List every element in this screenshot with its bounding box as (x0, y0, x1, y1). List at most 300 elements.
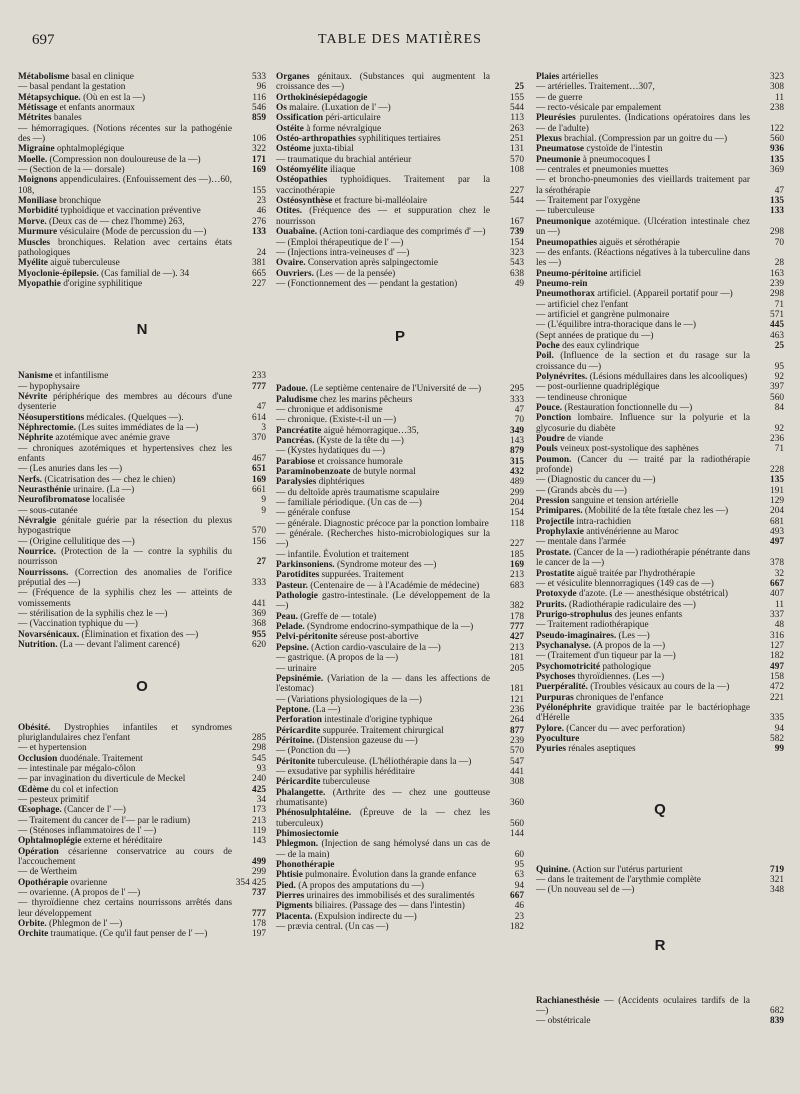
index-entry (276, 426, 524, 436)
entry-text (276, 155, 411, 165)
index-entry (536, 734, 784, 744)
entry-page-ref: 92 (774, 423, 784, 434)
entry-page-ref: 493 (770, 527, 784, 538)
entry-text (276, 426, 419, 436)
index-entry (536, 155, 784, 165)
entry-text (276, 901, 465, 911)
entry-text (276, 829, 338, 839)
entry-headword: Prophylaxie (536, 527, 584, 538)
index-entry (276, 134, 524, 144)
index-entry (536, 279, 784, 289)
entry-description: — exsudative par syphilis héréditaire (276, 766, 415, 777)
entry-text (536, 165, 668, 175)
index-entry (18, 382, 266, 392)
entry-page-ref: 879 (510, 446, 524, 457)
entry-headword: Purpuras (536, 692, 574, 703)
entry-description: basal en clinique (69, 72, 134, 82)
entry-description: et croissance humorale (315, 456, 403, 467)
entry-page-ref: 348 (770, 885, 784, 896)
entry-description: — hémorragiques. (Notions récentes sur la pathogénie des —) (18, 123, 232, 145)
entry-page-ref: 441 (252, 598, 266, 609)
entry-page-ref: 213 (510, 642, 524, 653)
index-entry (536, 300, 784, 310)
index-entry (536, 682, 784, 692)
entry-description: biliaires. (Passage des — dans l'intestin) (312, 901, 465, 912)
entry-text (18, 619, 138, 629)
section-letter: N (136, 321, 148, 339)
index-entry (536, 620, 784, 630)
entry-page-ref: 560 (510, 818, 524, 829)
entry-text (536, 175, 750, 195)
index-entry (276, 279, 524, 289)
entry-page-ref: 94 (514, 880, 524, 891)
entry-description: Conservation après salpingectomie (305, 258, 438, 269)
entry-page-ref: 205 (510, 663, 524, 674)
entry-description: — mentale dans l'armée (536, 537, 626, 548)
entry-text (18, 836, 162, 846)
index-column-2 (276, 72, 524, 932)
entry-description: et infantilisme (52, 371, 109, 382)
entry-page-ref: 683 (510, 580, 524, 591)
index-entry (18, 774, 266, 784)
entry-text (276, 643, 441, 653)
entry-headword: Psychanalyse. (536, 640, 592, 651)
index-entry (276, 777, 524, 787)
index-entry (18, 723, 266, 744)
entry-page-ref: 143 (252, 836, 266, 847)
entry-description: — générale. (Recherches histo-microbiologiques sur la —) (276, 529, 490, 550)
entry-description: — (Kystes hydatiques du —) (276, 446, 385, 457)
entry-text (276, 508, 350, 518)
entry-page-ref: 127 (770, 640, 784, 651)
entry-description: — (Emploi thérapeutique de l' —) (276, 237, 404, 248)
entry-page-ref: 547 (510, 756, 524, 767)
entry-text (276, 529, 490, 549)
entry-page-ref: 227 (510, 539, 524, 550)
entry-text (18, 547, 232, 567)
entry-text (276, 767, 415, 777)
entry-text (276, 808, 490, 828)
entry-page-ref: 24 (256, 247, 266, 258)
index-entry (276, 488, 524, 498)
entry-page-ref: 34 (256, 794, 266, 805)
entry-page-ref: 381 (252, 258, 266, 269)
entry-description: externe et héréditaire (81, 836, 163, 847)
entry-text (276, 695, 422, 705)
entry-headword: Nourrissons. (18, 567, 69, 578)
entry-text (276, 488, 439, 498)
entry-page-ref: 3 (261, 422, 266, 433)
entry-description: aiguë tuberculeuse (47, 258, 120, 269)
index-entry (276, 643, 524, 653)
entry-page-ref: 47 (256, 402, 266, 413)
entry-text (18, 630, 198, 640)
index-entry (276, 384, 524, 394)
index-entry (276, 165, 524, 175)
entry-page-ref: 298 (770, 289, 784, 300)
entry-description: séreuse post-abortive (337, 632, 419, 643)
entry-text (536, 537, 626, 547)
entry-text (18, 475, 175, 485)
entry-headword: Psychoses (536, 671, 576, 682)
entry-page-ref: 719 (770, 864, 784, 875)
entry-text (18, 196, 101, 206)
entry-text (18, 82, 125, 92)
entry-text (536, 569, 695, 579)
index-entry (536, 589, 784, 599)
index-entry (536, 875, 784, 885)
entry-page-ref: 94 (774, 723, 784, 734)
index-entry (18, 444, 266, 465)
index-entry (536, 517, 784, 527)
entry-description: (Syndrome moteur des —) (334, 560, 437, 571)
entry-description: (Cancer de la —) radiothérapie pénétrante dans le cancer de la —) (536, 547, 750, 569)
entry-text (276, 238, 403, 248)
entry-description: (Les suites immédiates de la —) (75, 422, 199, 433)
entry-page-ref: 545 (252, 753, 266, 764)
entry-text (536, 93, 582, 103)
entry-description: — (Variations physiologiques de la —) (276, 694, 422, 705)
index-entry (276, 238, 524, 248)
entry-description: et fracture bi-malléolaire (332, 196, 428, 207)
entry-page-ref: 133 (770, 206, 784, 217)
entry-headword: Occlusion (18, 753, 58, 764)
entry-text (276, 912, 417, 922)
index-entry (18, 609, 266, 619)
entry-text (276, 467, 416, 477)
index-entry (18, 144, 266, 154)
entry-headword: Pelvi-péritonite (276, 632, 338, 643)
entry-page-ref: 533 (252, 72, 266, 82)
entry-text (536, 351, 750, 371)
entry-page-ref: 240 (252, 774, 266, 785)
index-entry (18, 423, 266, 433)
entry-headword: Parabiose (276, 456, 316, 467)
entry-page-ref: 425 (252, 784, 266, 795)
entry-page-ref: 638 (510, 268, 524, 279)
index-entry (18, 217, 266, 227)
entry-description: — (Origine cellulitique des —) (18, 536, 135, 547)
entry-headword: Ostéite (276, 123, 304, 134)
index-entry (276, 93, 524, 103)
index-entry (536, 144, 784, 154)
entry-headword: Plexus (536, 134, 562, 145)
entry-page-ref: 322 (252, 144, 266, 155)
entry-description: — infantile. Évolution et traitement (276, 549, 409, 560)
entry-description: — de guerre (536, 92, 583, 103)
entry-page-ref: 154 (510, 237, 524, 248)
entry-headword: Ostéosynthèse (276, 196, 333, 207)
entry-page-ref: 839 (770, 1016, 784, 1027)
entry-description: — tuberculeuse (536, 206, 595, 217)
entry-page-ref: 251 (510, 134, 524, 145)
entry-page-ref: 859 (252, 113, 266, 124)
entry-description: (Lésions médullaires dans les alcooliques) (587, 371, 748, 382)
index-entry (18, 279, 266, 289)
entry-text (18, 144, 124, 154)
entry-description: des jeunes enfants (612, 609, 683, 620)
entry-description: artificiel. (Appareil portatif pour —) (594, 289, 733, 300)
entry-page-ref: 333 (510, 394, 524, 405)
entry-page-ref: 99 (774, 744, 784, 755)
entry-text (276, 384, 481, 394)
entry-description: suppurée. Traitement chirurgical (320, 725, 444, 736)
entry-page-ref: 156 (252, 536, 266, 547)
entry-text (18, 537, 135, 547)
entry-page-ref: 221 (770, 692, 784, 703)
entry-text (18, 227, 206, 237)
entry-page-ref: 333 (252, 578, 266, 589)
entry-text (276, 591, 490, 611)
index-entry (536, 996, 784, 1017)
entry-text (536, 196, 640, 206)
entry-page-ref: 295 (510, 384, 524, 395)
entry-description: bronchiques. Relation avec certains états pathologiques (18, 237, 232, 258)
entry-page-ref: 239 (770, 278, 784, 289)
index-entry (276, 196, 524, 206)
entry-description: — (Vaccination typhique du —) (18, 619, 138, 630)
entry-page-ref: 432 (510, 466, 524, 477)
index-entry (18, 568, 266, 589)
entry-page-ref: 46 (256, 206, 266, 217)
index-entry (536, 434, 784, 444)
entry-description: — du deltoïde après traumatisme scapulaire (276, 487, 440, 498)
entry-headword: Pepsinémie. (276, 673, 324, 684)
entry-page-ref: 661 (252, 485, 266, 495)
entry-text (536, 486, 627, 496)
entry-description: tuberculeuse (320, 777, 370, 788)
entry-description: localisée (89, 495, 125, 506)
entry-text (276, 103, 391, 113)
entry-page-ref: 47 (774, 185, 784, 196)
entry-headword: Métissage (18, 103, 58, 114)
entry-description: — artérielles. Traitement…307, (536, 82, 655, 93)
entry-page-ref: 169 (510, 560, 524, 571)
entry-description: iliaque (327, 165, 356, 176)
entry-headword: Projectile (536, 516, 575, 527)
index-entry (276, 395, 524, 405)
entry-text (276, 446, 385, 456)
entry-text (18, 888, 140, 898)
index-entry (536, 238, 784, 248)
entry-description: aiguë traitée par l'hydrothérapie (574, 568, 695, 579)
entry-text (536, 269, 641, 279)
entry-description: (Influence de la section et du rasage sur la croissance du —) (536, 351, 750, 372)
entry-headword: Nutrition. (18, 640, 58, 651)
index-entry (536, 372, 784, 382)
entry-text (536, 865, 683, 875)
entry-text (18, 826, 156, 836)
entry-text (276, 165, 355, 175)
index-entry (276, 405, 524, 415)
entry-text (536, 413, 750, 433)
index-column-3 (536, 72, 784, 1027)
entry-description: — et hypertension (18, 743, 87, 754)
entry-headword: Peau. (276, 611, 298, 622)
index-entry (536, 206, 784, 216)
entry-description: chez les marins pêcheurs (317, 394, 413, 405)
entry-text (18, 382, 80, 392)
entry-page-ref: 233 (252, 371, 266, 382)
entry-headword: Peptone. (276, 704, 311, 715)
entry-headword: Padoue. (276, 384, 308, 395)
entry-page-ref: 49 (514, 278, 524, 289)
entry-headword: Prurits. (536, 599, 567, 610)
entry-page-ref: 144 (510, 829, 524, 839)
entry-text (536, 217, 750, 237)
entry-page-ref: 308 (770, 82, 784, 93)
index-entry (276, 258, 524, 268)
entry-page-ref: 368 (252, 619, 266, 630)
index-entry (276, 591, 524, 612)
index-entry (276, 922, 524, 932)
entry-description: (Le septième centenaire de l'Université de —) (307, 384, 482, 395)
entry-text (536, 631, 650, 641)
entry-text (276, 870, 476, 880)
entry-description: azotémique avec anémie grave (53, 433, 170, 444)
index-entry (276, 736, 524, 746)
index-entry (536, 885, 784, 895)
entry-headword: Pyélonéphrite (536, 702, 592, 713)
entry-headword: Ponction (536, 413, 572, 424)
entry-page-ref: 544 (510, 103, 524, 114)
entry-headword: Perforation (276, 715, 322, 726)
entry-page-ref: 95 (514, 860, 524, 871)
index-entry (536, 703, 784, 724)
entry-text (18, 516, 232, 536)
entry-page-ref: 370 (252, 433, 266, 444)
entry-page-ref: 28 (774, 258, 784, 269)
entry-headword: Orchite (18, 929, 49, 940)
entry-description: (Les —) (616, 630, 650, 641)
index-entry (276, 436, 524, 446)
entry-headword: Myopathie (18, 278, 61, 289)
index-entry (276, 477, 524, 487)
entry-headword: Placenta. (276, 911, 313, 922)
entry-text (276, 258, 438, 268)
entry-description: — (Fonctionnement des — pendant la gestation) (276, 278, 458, 289)
index-entry (18, 413, 266, 423)
index-entry (276, 560, 524, 570)
entry-headword: Paraminobenzoate (276, 466, 351, 477)
entry-description: — (Sténoses inflammatoires de l' —) (18, 825, 157, 836)
index-entry (536, 113, 784, 134)
entry-page-ref: 48 (774, 620, 784, 631)
entry-headword: Ostéomyélite (276, 165, 328, 176)
entry-description: (A propos des amputations du —) (295, 880, 424, 891)
index-entry (536, 610, 784, 620)
entry-description: thyroïdiennes. (Les —) (575, 671, 665, 682)
entry-text (276, 560, 436, 570)
entry-description: lombaire. Influence sur la polyurie et la glycosurie du diabète (536, 413, 750, 434)
entry-text (276, 612, 376, 622)
entry-description: — urinaire (276, 663, 317, 674)
index-entry (18, 196, 266, 206)
entry-text (18, 113, 82, 123)
entry-description: (Mobilité de la tête fœtale chez les —) (582, 506, 729, 517)
entry-page-ref: 472 (770, 682, 784, 693)
entry-description: — (Diagnostic du cancer du —) (536, 475, 656, 486)
entry-text (536, 331, 653, 341)
section-letter: R (654, 936, 666, 954)
entry-description: d'origine syphilitique (60, 278, 143, 289)
entry-page-ref: 369 (770, 165, 784, 176)
entry-text (18, 217, 185, 227)
entry-page-ref: 46 (514, 901, 524, 912)
entry-description: — sous-cutanée (18, 505, 78, 516)
entry-page-ref: 570 (252, 526, 266, 537)
page-header (0, 30, 800, 52)
entry-description: — centrales et pneumonies muettes (536, 165, 669, 176)
entry-text (536, 455, 750, 475)
entry-text (18, 785, 118, 795)
entry-description: médicales. (Quelques —). (84, 412, 184, 423)
entry-text (276, 206, 490, 226)
entry-description: — chronique et addisonisme (276, 404, 383, 415)
entry-page-ref: 182 (770, 651, 784, 662)
index-entry (276, 457, 524, 467)
index-entry (276, 715, 524, 725)
entry-page-ref: 181 (510, 684, 524, 695)
index-entry (536, 631, 784, 641)
entry-text (276, 175, 490, 195)
entry-description: (Action toni-cardiaque des comprimés d' —) (317, 227, 486, 238)
entry-description: (Cancer de l' —) (61, 805, 126, 816)
entry-text (536, 393, 627, 403)
entry-description: purulentes. (Indications opératoires dans les — de l'adulte) (536, 113, 750, 134)
entry-headword: Poudre (536, 434, 565, 445)
entry-page-ref: 681 (770, 516, 784, 527)
entry-page-ref: 323 (510, 247, 524, 258)
entry-description: à forme névralgique (303, 123, 382, 134)
entry-description: juxta-tibial (310, 144, 354, 155)
entry-text (18, 269, 189, 279)
entry-headword: Poumon. (536, 454, 572, 465)
entry-description: — (Accidents oculaires tardifs de la —) (536, 995, 750, 1017)
entry-text (18, 165, 125, 175)
index-entry (276, 653, 524, 663)
entry-headword: Migraine (18, 144, 55, 155)
entry-text (536, 72, 598, 82)
entry-text (18, 93, 145, 103)
entry-text (276, 550, 409, 560)
entry-page-ref: 70 (774, 237, 784, 248)
index-entry (18, 743, 266, 753)
index-entry (536, 651, 784, 661)
entry-description: (Compression non douloureuse de la —) (47, 154, 201, 165)
index-entry (276, 113, 524, 123)
entry-text (536, 155, 650, 165)
entry-text (276, 622, 473, 632)
entry-headword: Paralysies (276, 477, 317, 488)
entry-description: intra-rachidien (574, 516, 632, 527)
entry-text (18, 805, 126, 815)
entry-headword: Nourrice. (18, 547, 56, 558)
entry-headword: Pouls (536, 444, 558, 455)
entry-description: d'azote. (Le — anesthésique obstétrical) (576, 589, 729, 600)
index-entry (536, 320, 784, 330)
index-entry (536, 569, 784, 579)
entry-text (536, 651, 676, 661)
entry-description: traumatique. (Ce qu'il faut penser de l' —) (48, 929, 208, 940)
entry-headword: Prurigo-strophulus (536, 609, 613, 620)
entry-page-ref: 546 (252, 103, 266, 114)
index-entry (536, 393, 784, 403)
entry-text (276, 72, 490, 92)
entry-description: périphérique des membres au décours d'une dysenterie (18, 391, 232, 413)
entry-headword: Poil. (536, 351, 554, 362)
entry-description: azotémique. (Ulcération intestinale chez un —) (536, 216, 750, 238)
